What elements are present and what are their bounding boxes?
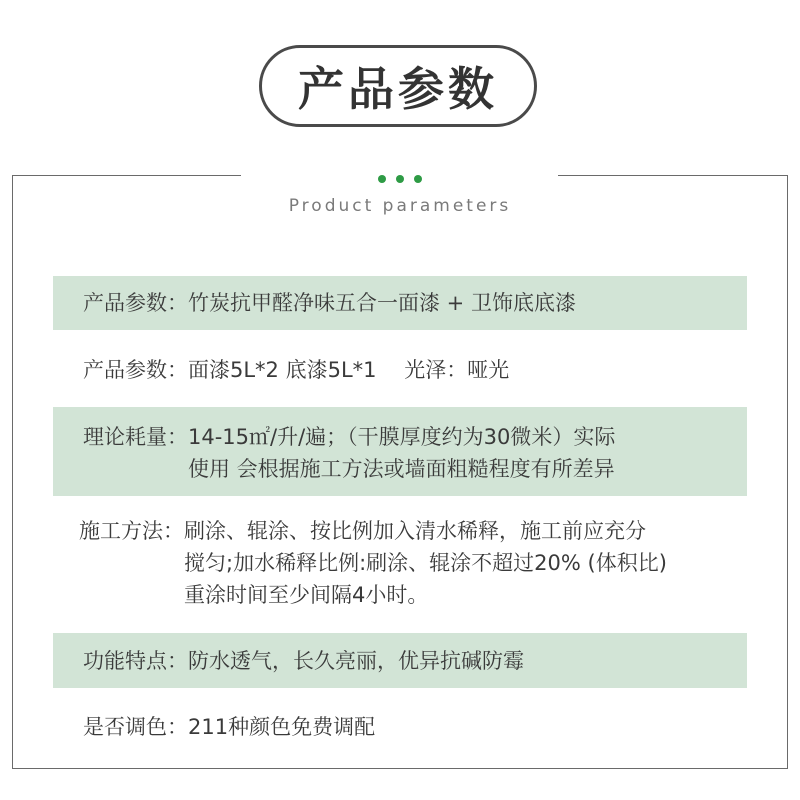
param-label: 产品参数： bbox=[83, 291, 188, 315]
param-label: 理论耗量： bbox=[83, 425, 188, 449]
param-row-spec bbox=[53, 343, 747, 397]
param-row-application bbox=[53, 508, 747, 624]
frame-top-left bbox=[12, 175, 241, 176]
frame-top-right bbox=[558, 175, 788, 176]
param-value-line: 重涂时间至少间隔4小时。 bbox=[184, 583, 429, 607]
param-row-features bbox=[53, 633, 747, 688]
param-row-product bbox=[53, 276, 747, 330]
param-row-tinting bbox=[53, 700, 747, 754]
page-title: 产品参数 bbox=[259, 45, 537, 127]
dot-icon bbox=[396, 175, 404, 183]
param-value-line: 刷涂、辊涂、按比例加入清水稀释，施工前应充分 bbox=[184, 519, 646, 543]
param-value bbox=[188, 354, 747, 397]
param-value bbox=[188, 645, 747, 688]
param-value-line: 211种颜色免费调配 bbox=[188, 715, 376, 739]
page-subtitle: Product parameters bbox=[288, 196, 512, 216]
decorative-dots bbox=[378, 175, 422, 183]
param-value bbox=[188, 287, 747, 330]
param-value-line: 防水透气，长久亮丽，优异抗碱防霉 bbox=[188, 649, 524, 673]
dot-icon bbox=[414, 175, 422, 183]
param-value-line: 面漆5L*2 底漆5L*1 光泽：哑光 bbox=[188, 358, 510, 382]
param-value bbox=[188, 421, 747, 496]
param-label: 施工方法： bbox=[79, 519, 184, 543]
param-label: 是否调色： bbox=[83, 715, 188, 739]
frame-left bbox=[12, 175, 13, 769]
param-row-consumption bbox=[53, 407, 747, 496]
param-value-line: 搅匀;加水稀释比例:刷涂、辊涂不超过20% (体积比) bbox=[184, 551, 667, 575]
param-value bbox=[184, 515, 747, 624]
frame-bottom bbox=[12, 768, 788, 769]
param-value bbox=[188, 711, 747, 754]
param-label: 功能特点： bbox=[83, 649, 188, 673]
param-value-line: 使用 会根据施工方法或墙面粗糙程度有所差异 bbox=[188, 457, 615, 481]
frame-right bbox=[787, 175, 788, 769]
param-value-line: 14-15㎡/升/遍；（干膜厚度约为30微米）实际 bbox=[188, 425, 616, 449]
param-value-line: 竹炭抗甲醛净味五合一面漆 + 卫饰底底漆 bbox=[188, 291, 576, 315]
param-label: 产品参数： bbox=[83, 358, 188, 382]
dot-icon bbox=[378, 175, 386, 183]
